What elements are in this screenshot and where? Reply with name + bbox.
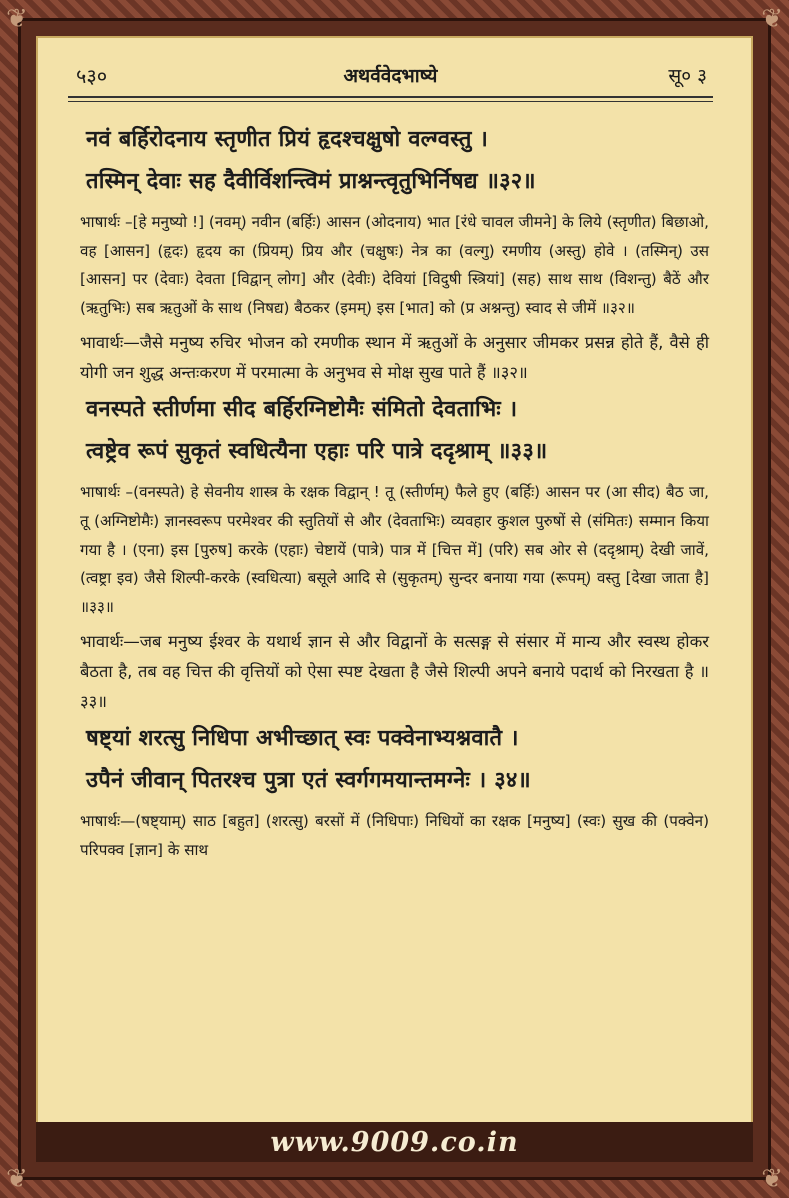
page-number: ५३० xyxy=(76,64,108,88)
corner-ornament-icon: ❦ xyxy=(761,1164,783,1194)
verse-32-line-2: तस्मिन् देवाः सह दैवीर्विशन्त्विमं प्राश्नन्त्वृतुभिर्निषद्य ॥३२॥ xyxy=(86,168,536,194)
corner-ornament-icon: ❦ xyxy=(6,1164,28,1194)
website-watermark: www.9009.co.in xyxy=(270,1127,519,1158)
footer-bar xyxy=(36,1122,753,1162)
verse-33-bhavartha: भावार्थः—जब मनुष्य ईश्वर के यथार्थ ज्ञान से और विद्वानों के सत्सङ्ग से संसार में मान्य और स्वस्थ होकर बैठता है, तब वह चित्त की वृत्तियों को ऐसा स्पष्ट देखता है जैसे शिल्पी अपने बनाये पदार्थ को निरखता है ॥३३॥ xyxy=(80,632,709,712)
header-divider xyxy=(68,101,713,102)
page-title: अथर्ववेदभाष्ये xyxy=(343,65,438,87)
verse-34-line-2: उपैनं जीवान् पितरश्च पुत्रा एतं स्वर्गगमयान्तमग्नेः । ३४॥ xyxy=(86,767,531,794)
verse-32-line-1: नवं बर्हिरोदनाय स्तृणीत प्रियं हृदश्चक्षुषो वल्ग्वस्तु । xyxy=(86,126,489,152)
verse-32-bhavartha: भावार्थः—जैसे मनुष्य रुचिर भोजन को रमणीक स्थान में ऋतुओं के अनुसार जीमकर प्रसन्न होते हैं, वैसे ही योगी जन शुद्ध अन्तःकरण में परमात्मा के अनुभव से मोक्ष सुख पाते हैं ॥३२॥ xyxy=(80,333,709,383)
book-page xyxy=(36,36,753,1162)
verse-34-bhashartha: भाषार्थः—(षष्ट्याम्) साठ [बहुत] (शरत्सु) बरसों में (निधिपाः) निधियों का रक्षक [मनुष्य] (स्वः) सुख की (पक्वेन) परिपक्व [ज्ञान] के साथ xyxy=(80,812,709,859)
corner-ornament-icon: ❦ xyxy=(761,4,783,34)
verse-33-bhashartha: भाषार्थः –(वनस्पते) हे सेवनीय शास्त्र के रक्षक विद्वान् ! तू (स्तीर्णम्) फैले हुए (बर्हिः) आसन पर (आ सीद) बैठ जा, तू (अग्निष्टोमैः) ज्ञानस्वरूप परमेश्वर की स्तुतियों से और (देवताभिः) व्यवहार कुशल पुरुषों से (संमितः) सम्मान किया गया है । (एना) इस [पुरुष] करके (एहाः) चेष्टायें (पात्रे) पात्र में [चित्त में] (परि) सब ओर से (ददृश्राम्) देखी जावें, (त्वष्ट्रा इव) जैसे शिल्पी-करके (स्वधित्या) बसूले आदि से (सुकृतम्) सुन्दर बनाया गया (रूपम्) वस्तु [देखा जाता है] ॥३३॥ xyxy=(80,483,709,616)
page-content xyxy=(80,118,709,865)
verse-34-line-1: षष्ट्यां शरत्सु निधिपा अभीच्छात् स्वः पक्वेनाभ्यश्नवातै । xyxy=(86,725,519,752)
verse-32-bhashartha: भाषार्थः –[हे मनुष्यो !] (नवम्) नवीन (बर्हिः) आसन (ओदनाय) भात [रंधे चावल जीमने] के लिये (स्तृणीत) बिछाओ, वह [आसन] (हृदः) हृदय का (प्रियम्) प्रिय और (चक्षुषः) नेत्र का (वल्गु) रमणीय (अस्तु) होवे । (तस्मिन्) उस [आसन] पर (देवाः) देवता [विद्वान् लोग] और (देवीः) देवियां [विदुषी स्त्रियां] (सह) साथ साथ (विशन्तु) बैठें और (ऋतुभिः) सब ऋतुओं के साथ (निषद्य) बैठकर (इमम्) इस [भात] को (प्र अश्नन्तु) स्वाद से जीमें ॥३२॥ xyxy=(80,213,709,317)
sukta-number: सू० ३ xyxy=(668,65,707,87)
corner-ornament-icon: ❦ xyxy=(6,4,28,34)
verse-33-line-2: त्वष्ट्रेव रूपं सुकृतं स्वधित्यैना एहाः परि पात्रे ददृश्राम् ॥३३॥ xyxy=(86,438,548,465)
page-header xyxy=(68,56,713,98)
verse-33-line-1: वनस्पते स्तीर्णमा सीद बर्हिरग्निष्टोमैः संमितो देवताभिः । xyxy=(86,396,518,423)
